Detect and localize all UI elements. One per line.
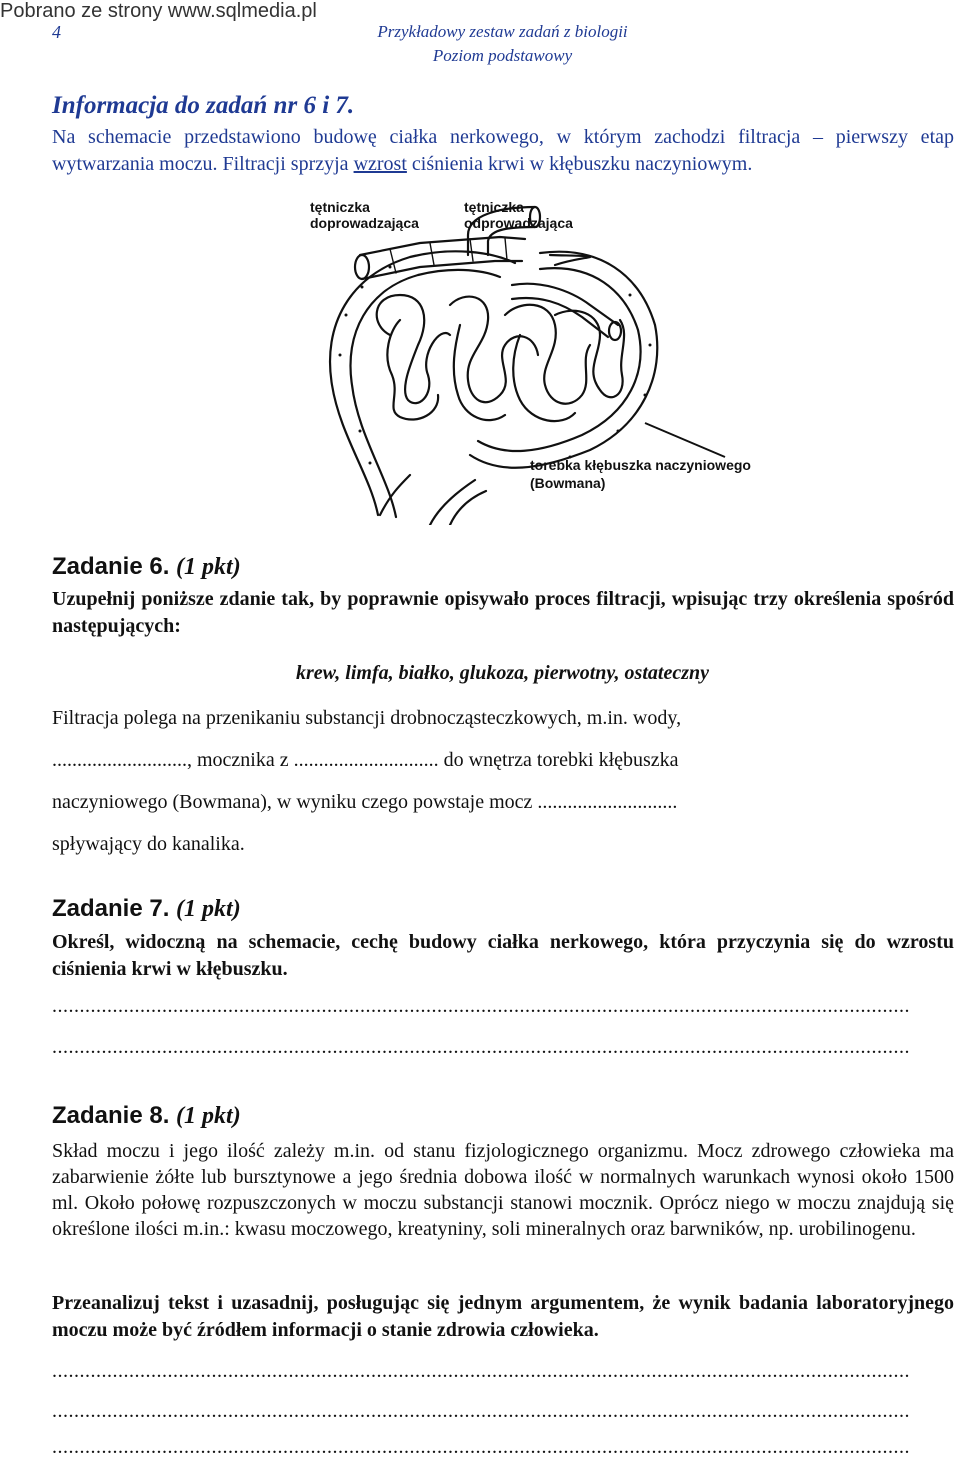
- task6-sentence: [52, 697, 954, 865]
- task7-answer-line[interactable]: ............................................................................................................................................................: [52, 1036, 910, 1058]
- task6-sentence-line1: Filtracja polega na przenikaniu substancji drobnocząsteczkowych, m.in. wody,: [52, 707, 682, 729]
- task6-word-list: krew, limfa, białko, glukoza, pierwotny, ostateczny: [296, 662, 709, 684]
- task8-command: Przeanalizuj tekst i uzasadnij, posługując się jednym argumentem, że wynik badania laboratoryjnego moczu może być źródłem informacji o stanie zdrowia człowieka.: [52, 1292, 954, 1341]
- label-capsule-line2: (Bowmana): [530, 475, 606, 491]
- label-capsule-line1: torebka kłębuszka naczyniowego: [530, 457, 751, 473]
- info-paragraph: Na schemacie przedstawiono budowę ciałka nerkowego, w którym zachodzi filtracja – pierwszy etap wytwarzania moczu. Filtracji sprzyja wzrost ciśnienia krwi w kłębuszku naczyniowym.: [52, 126, 954, 175]
- label-efferent-line1: tętniczka: [464, 199, 524, 215]
- page-number: 4: [52, 22, 61, 42]
- task6-sentence-line4: spływający do kanalika.: [52, 833, 245, 855]
- task8-answer-line[interactable]: ............................................................................................................................................................: [52, 1400, 910, 1422]
- label-efferent-line2: odprowadzająca: [464, 215, 573, 231]
- task6-heading: Zadanie 6. (1 pkt): [52, 553, 241, 580]
- task7-heading: Zadanie 7. (1 pkt): [52, 895, 241, 922]
- task8-text: Skład moczu i jego ilość zależy m.in. od stanu fizjologicznego organizmu. Mocz zdrowego człowieka ma zabarwienie żółte lub bursztynowe a jego średnia dobowa ilość w normalnych warunkach wynosi około 1500 ml. Około połowę rozpuszczonych w moczu substancji stanowi mocznik. Oprócz niego w moczu znajdują się określone ilości m.in.: kwasu moczowego, kreatyniny, soli mineralnych oraz barwników, np. urobilinogenu.: [52, 1140, 954, 1240]
- task6-sentence-line2[interactable]: ..........................., mocznika z ............................. do wnętrza torebki kłębuszka: [52, 749, 679, 771]
- header-title: Przykładowy zestaw zadań z biologii: [377, 22, 628, 41]
- task6-command: Uzupełnij poniższe zdanie tak, by poprawnie opisywało proces filtracji, wpisując trzy określenia spośród następujących:: [52, 588, 954, 637]
- task8-answer-line[interactable]: ............................................................................................................................................................: [52, 1436, 910, 1458]
- label-afferent-line2: doprowadzająca: [310, 215, 419, 231]
- header-subtitle: Poziom podstawowy: [432, 46, 573, 65]
- renal-corpuscle-diagram: [300, 195, 820, 525]
- info-heading: Informacja do zadań nr 6 i 7.: [52, 92, 355, 119]
- task7-command: Określ, widoczną na schemacie, cechę budowy ciałka nerkowego, która przyczynia się do wzrostu ciśnienia krwi w kłębuszku.: [52, 931, 954, 980]
- task8-answer-line[interactable]: ............................................................................................................................................................: [52, 1360, 910, 1382]
- task8-heading: Zadanie 8. (1 pkt): [52, 1102, 241, 1129]
- task6-sentence-line3[interactable]: naczyniowego (Bowmana), w wyniku czego powstaje mocz ............................: [52, 791, 678, 813]
- label-afferent-line1: tętniczka: [310, 199, 370, 215]
- source-banner: Pobrano ze strony www.sqlmedia.pl: [0, 0, 317, 22]
- task7-answer-line[interactable]: ............................................................................................................................................................: [52, 995, 910, 1017]
